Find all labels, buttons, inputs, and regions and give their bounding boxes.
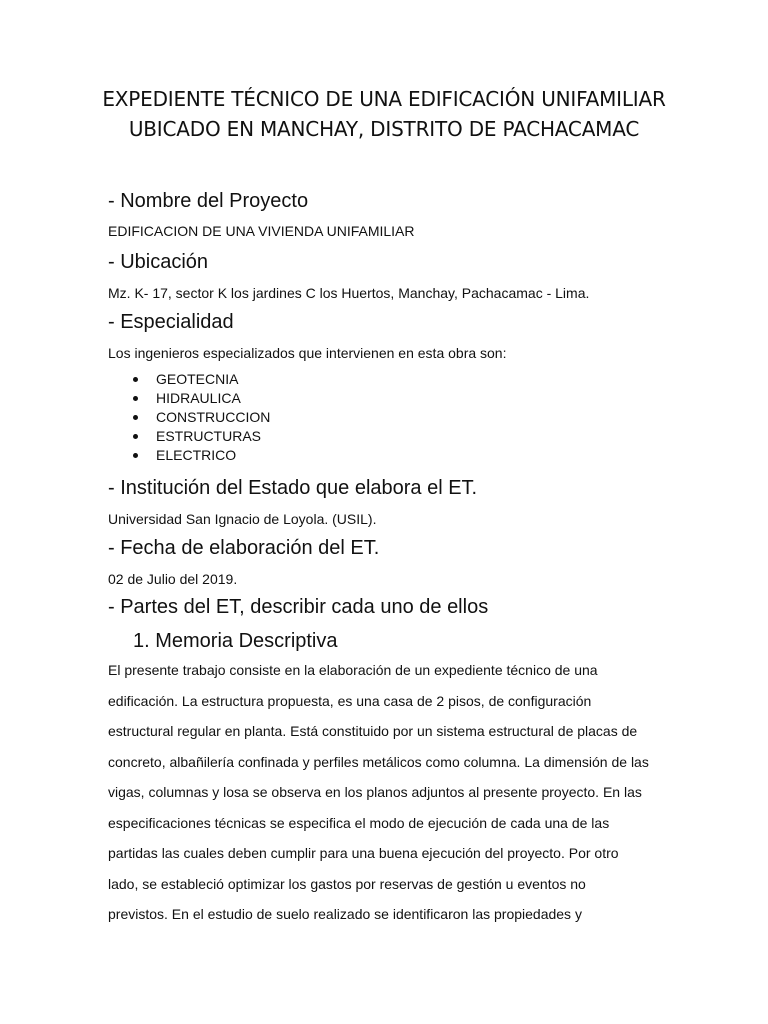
title-line-1: EXPEDIENTE TÉCNICO DE UNA EDIFICACIÓN UNIFAMILIAR [102, 87, 666, 111]
list-item-label: GEOTECNIA [156, 371, 239, 387]
paragraph-line: concreto, albañilería confinada y perfiles metálicos como columna. La dimensión de las [108, 753, 649, 770]
bullet-icon [133, 396, 138, 401]
heading-partes: - Partes del ET, describir cada uno de ellos [108, 596, 489, 618]
fecha-text: 02 de Julio del 2019. [108, 571, 238, 587]
heading-institucion: - Institución del Estado que elabora el ET. [108, 477, 478, 499]
list-item [108, 427, 270, 446]
institucion-text: Universidad San Ignacio de Loyola. (USIL). [108, 511, 377, 527]
especialidad-text: Los ingenieros especializados que intervienen en esta obra son: [108, 345, 507, 361]
paragraph-line: partidas las cuales deben cumplir para una buena ejecución del proyecto. Por otro [108, 845, 619, 861]
bullet-icon [133, 434, 138, 439]
ubicacion-text: Mz. K- 17, sector K los jardines C los Huertos, Manchay, Pachacamac - Lima. [108, 285, 590, 301]
paragraph-line: estructural regular en planta. Está constituido por un sistema estructural de placas de [108, 723, 638, 739]
list-item [108, 370, 270, 389]
heading-nombre-proyecto: - Nombre del Proyecto [108, 190, 309, 212]
paragraph-line: El presente trabajo consiste en la elaboración de un expediente técnico de una [108, 662, 598, 678]
subheading-memoria-descriptiva: 1. Memoria Descriptiva [133, 630, 338, 652]
nombre-proyecto-text: EDIFICACION DE UNA VIVIENDA UNIFAMILIAR [108, 223, 415, 239]
list-item [108, 446, 270, 465]
list-item [108, 408, 270, 427]
especialidad-list [108, 370, 270, 465]
document-title [60, 84, 708, 144]
list-item [108, 389, 270, 408]
paragraph-line: lado, se estableció optimizar los gastos por reservas de gestión u eventos no [108, 875, 586, 892]
list-item-label: HIDRAULICA [156, 390, 241, 406]
heading-fecha: - Fecha de elaboración del ET. [108, 537, 380, 559]
memoria-descriptiva-paragraph [108, 661, 668, 936]
list-item-label: CONSTRUCCION [156, 409, 271, 425]
list-item-label: ELECTRICO [156, 447, 237, 463]
title-line-2: UBICADO EN MANCHAY, DISTRITO DE PACHACAMAC [128, 117, 640, 141]
bullet-icon [133, 453, 138, 458]
paragraph-line: previstos. En el estudio de suelo realizado se identificaron las propiedades y [108, 906, 582, 922]
heading-especialidad: - Especialidad [108, 311, 234, 333]
bullet-icon [133, 415, 138, 420]
paragraph-line: especificaciones técnicas se especifica el modo de ejecución de cada una de las [108, 814, 610, 831]
paragraph-line: vigas, columnas y losa se observa en los planos adjuntos al presente proyecto. En las [108, 784, 642, 800]
bullet-icon [133, 377, 138, 382]
list-item-label: ESTRUCTURAS [156, 428, 262, 444]
paragraph-line: edificación. La estructura propuesta, es una casa de 2 pisos, de configuración [108, 692, 592, 709]
heading-ubicacion: - Ubicación [108, 251, 209, 273]
